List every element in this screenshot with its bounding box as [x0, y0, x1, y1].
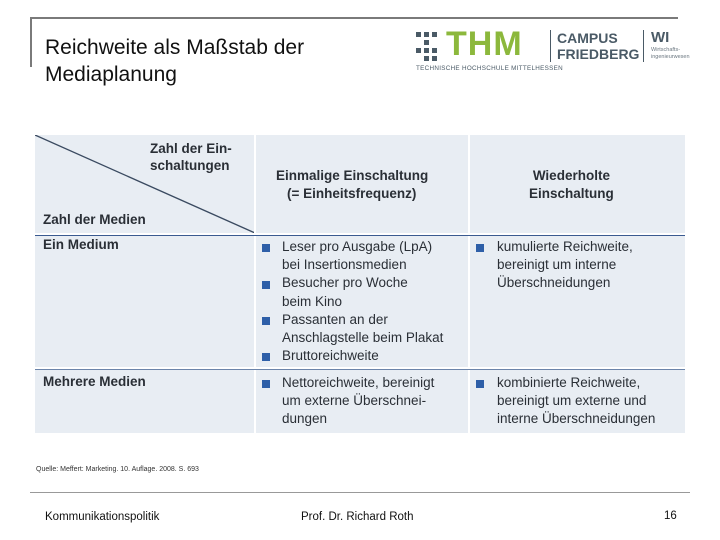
corner-bottom-label: Zahl der Medien [43, 212, 146, 227]
list-item [282, 238, 443, 365]
col-header-repeated-line1: Wiederholte [532, 168, 610, 183]
list-item-line3: dungen [282, 411, 328, 427]
footer-divider [30, 492, 690, 493]
list-item-line1: Besucher pro Woche [282, 275, 408, 291]
slide-title [45, 34, 304, 88]
bullet-icon [262, 317, 270, 325]
row-divider [35, 369, 685, 370]
list-item-line1: Passanten an der [282, 311, 388, 327]
col-header-repeated-line2: Einschaltung [529, 186, 614, 201]
grid-line [468, 135, 470, 433]
logo-wi-sub-line2: ingenieurwesen [651, 54, 690, 60]
list-item [497, 374, 655, 429]
logo-squares-icon [416, 32, 438, 62]
logo-campus [557, 30, 639, 62]
list-item-line2: bereinigt um interne [497, 257, 617, 273]
page-number: 16 [664, 510, 677, 522]
list-item [497, 238, 633, 293]
frame-top-line [30, 17, 678, 19]
logo-wi: WI [651, 29, 670, 46]
slide-title-line2: Mediaplanung [45, 63, 177, 86]
logo-wi-sub-line1: Wirtschafts- [651, 47, 681, 53]
list-item-line2: um externe Überschnei- [282, 393, 427, 409]
col-header-repeated [529, 167, 614, 203]
corner-top-line1: Zahl der Ein- [150, 141, 232, 156]
slide-title-line1: Reichweite als Maßstab der [45, 36, 305, 59]
corner-top-line2: schaltungen [150, 158, 230, 173]
list-item-line2: beim Kino [282, 293, 343, 309]
col-header-single-line2: (= Einheitsfrequenz) [287, 186, 417, 201]
footer-topic: Kommunikationspolitik [45, 511, 160, 523]
logo-divider [643, 30, 644, 62]
list-item-line1: kombinierte Reichweite, [497, 375, 641, 390]
corner-top-label [150, 140, 232, 174]
list-item-line1: kumulierte Reichweite, [497, 239, 633, 254]
bullet-icon [262, 380, 270, 388]
thm-logo [416, 25, 690, 74]
col-header-single-line1: Einmalige Einschaltung [276, 168, 429, 183]
reach-table [35, 135, 685, 433]
logo-subtitle: TECHNISCHE HOCHSCHULE MITTELHESSEN [416, 65, 563, 72]
col-header-single [276, 167, 428, 203]
frame-left-line [30, 17, 32, 67]
list-item-line3: interne Überschneidungen [497, 411, 656, 427]
logo-wi-subtitle [651, 47, 690, 61]
list-item [282, 374, 434, 429]
logo-divider [550, 30, 551, 62]
logo-campus-line2: FRIEDBERG [557, 46, 640, 62]
logo-campus-line1: CAMPUS [557, 30, 618, 46]
list-item-line1: Leser pro Ausgabe (LpA) [282, 239, 433, 254]
bullet-icon [262, 281, 270, 289]
list-item-line2: bereinigt um externe und [497, 393, 647, 409]
bullet-icon [262, 244, 270, 252]
list-item-line2: Anschlagstelle beim Plakat [282, 330, 444, 346]
list-item-line2: bei Insertionsmedien [282, 257, 407, 273]
list-item-line1: Nettoreichweite, bereinigt [282, 375, 435, 390]
list-item-line1: Bruttoreichweite [282, 348, 379, 364]
bullet-icon [476, 244, 484, 252]
list-item-line3: Überschneidungen [497, 275, 611, 291]
bullet-icon [262, 353, 270, 361]
logo-thm-text: THM [446, 25, 523, 63]
header-underline [35, 235, 685, 236]
bullet-icon [476, 380, 484, 388]
footer-author: Prof. Dr. Richard Roth [301, 511, 414, 523]
row-label-one-medium: Ein Medium [43, 237, 119, 252]
row-label-multiple-media: Mehrere Medien [43, 374, 146, 389]
source-citation: Quelle: Meffert: Marketing. 10. Auflage. 2008. S. 693 [36, 466, 199, 473]
grid-line [254, 135, 256, 433]
